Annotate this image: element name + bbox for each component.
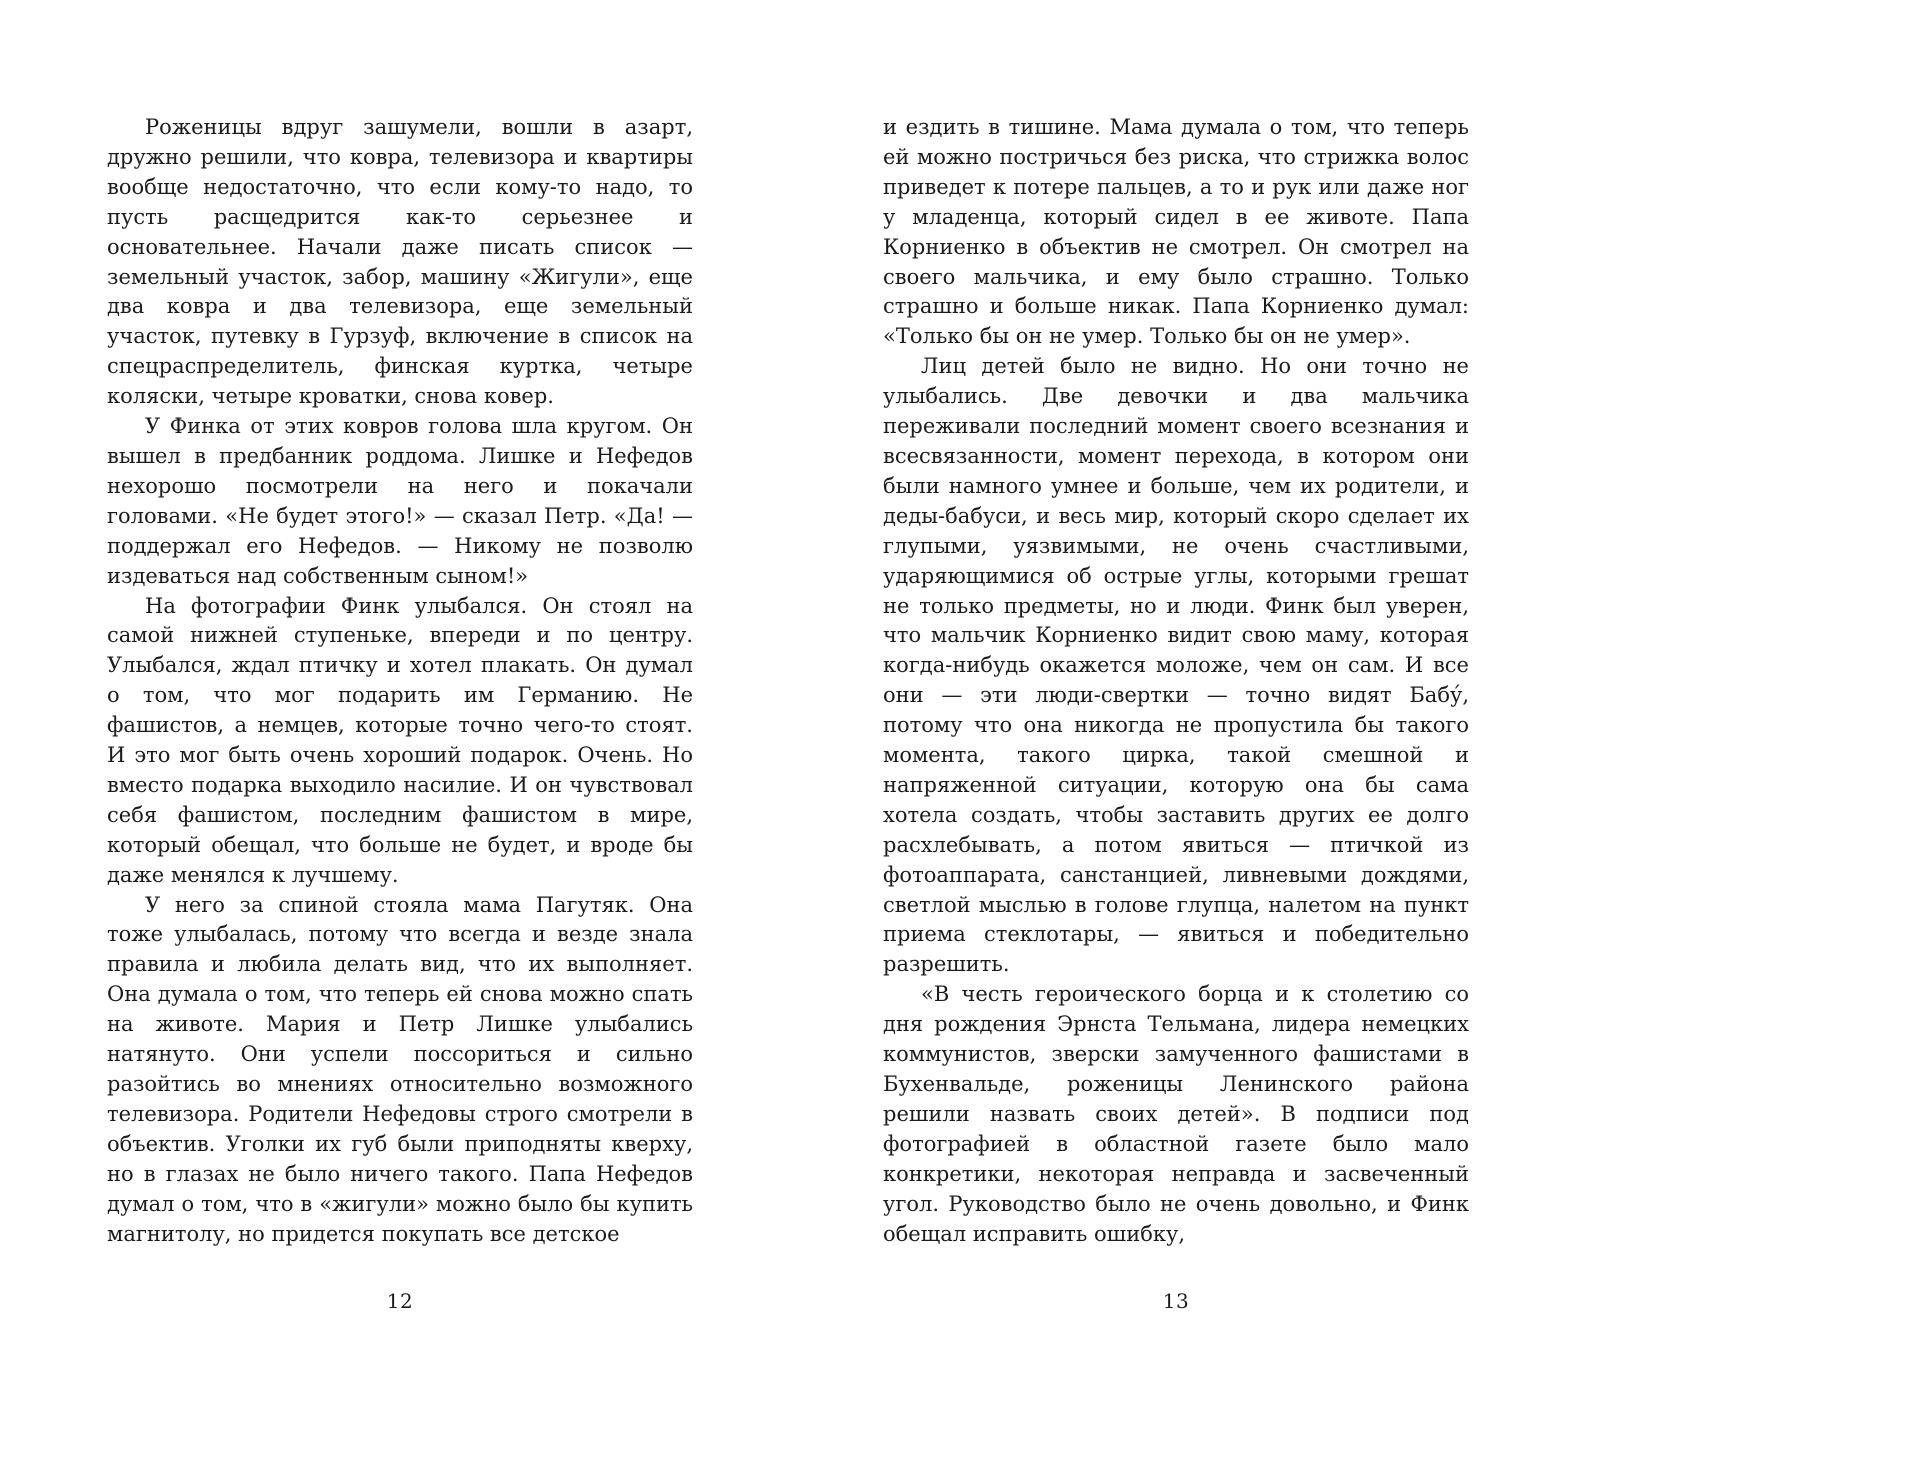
paragraph: Лиц детей было не видно. Но они точно не улыбались. Две девочки и два мальчика переживали последний момент своего всезнания и всесвязанности, момент перехода, в котором они были намного умнее и больше, чем их родители, и деды-бабуси, и весь мир, который скоро сделает их глупыми, уязвимыми, не очень счастливыми, ударяющимися об острые углы, которыми грешат не только предметы, но и люди. Финк был уверен, что мальчик Корниенко видит свою маму, которая когда-нибудь окажется моложе, чем он сам. И все они — эти люди-свертки — точно видят Бабу́, потому что она никогда не пропустила бы такого момента, такого цирка, такой смешной и напряженной ситуации, которую она бы сама хотела создать, чтобы заставить других ее долго расхлебывать, а потом явиться — птичкой из фотоаппарата, санстанцией, ливневыми дождями, светлой мыслью в голове глупца, налетом на пункт приема стеклотары, — явиться и победительно разрешить. <box>883 354 1469 977</box>
paragraph: На фотографии Финк улыбался. Он стоял на самой нижней ступеньке, впереди и по центру. Улыбался, ждал птичку и хотел плакать. Он думал о том, что мог подарить им Германию. Не фашистов, а немцев, которые точно чего-то стоят. И это мог быть очень хороший подарок. Очень. Но вместо подарка выходило насилие. И он чувствовал себя фашистом, последним фашистом в мире, который обещал, что больше не будет, и вроде бы даже менялся к лучшему. <box>107 593 693 887</box>
paragraph-continuation: и ездить в тишине. Мама думала о том, что теперь ей можно постричься без риска, что стрижка волос приведет к потере пальцев, а то и рук или даже ног у младенца, который сидел в ее животе. Папа Корниенко в объектив не смотрел. Он смотрел на своего мальчика, и ему было страшно. Только страшно и больше никак. Папа Корниенко думал: «Только бы он не умер. Только бы он не умер». <box>883 115 1469 349</box>
page-right-text <box>883 113 1469 1249</box>
paragraph: У Финка от этих ковров голова шла кругом. Он вышел в предбанник роддома. Лишке и Нефедов нехорошо посмотрели на него и покачали головами. «Не будет этого!» — сказал Петр. «Да! — поддержал его Нефедов. — Никому не позволю издеваться над собственным сыном!» <box>107 414 693 588</box>
page-left <box>107 113 693 1313</box>
paragraph: У него за спиной стояла мама Пагутяк. Она тоже улыбалась, потому что всегда и везде знала правила и любила делать вид, что их выполняет. Она думала о том, что теперь ей снова можно спать на животе. Мария и Петр Лишке улыбались натянуто. Они успели поссориться и сильно разойтись во мнениях относительно возможного телевизора. Родители Нефедовы строго смотрели в объектив. Уголки их губ были приподняты кверху, но в глазах не было ничего такого. Папа Нефедов думал о том, что в «жигули» можно было бы купить магнитолу, но придется покупать все детское <box>107 892 693 1246</box>
paragraph: «В честь героического борца и к столетию со дня рождения Эрнста Тельмана, лидера немецких коммунистов, зверски замученного фашистами в Бухенвальде, роженицы Ленинского района решили назвать своих детей». В подписи под фотографией в областной газете было мало конкретики, некоторая неправда и засвеченный угол. Руководство было не очень довольно, и Финк обещал исправить ошибку, <box>883 982 1469 1246</box>
page-number-right: 13 <box>1162 1289 1190 1314</box>
page-left-text <box>107 113 693 1249</box>
page-number-left: 12 <box>386 1289 414 1314</box>
page-right <box>883 113 1469 1313</box>
paragraph: Роженицы вдруг зашумели, вошли в азарт, дружно решили, что ковра, телевизора и квартиры вообще недостаточно, что если кому-то надо, то пусть расщедрится как-то серьезнее и основательнее. Начали даже писать список — земельный участок, забор, машину «Жигули», еще два ковра и два телевизора, еще земельный участок, путевку в Гурзуф, включение в список на спецраспределитель, финская куртка, четыре коляски, четыре кроватки, снова ковер. <box>107 115 693 409</box>
